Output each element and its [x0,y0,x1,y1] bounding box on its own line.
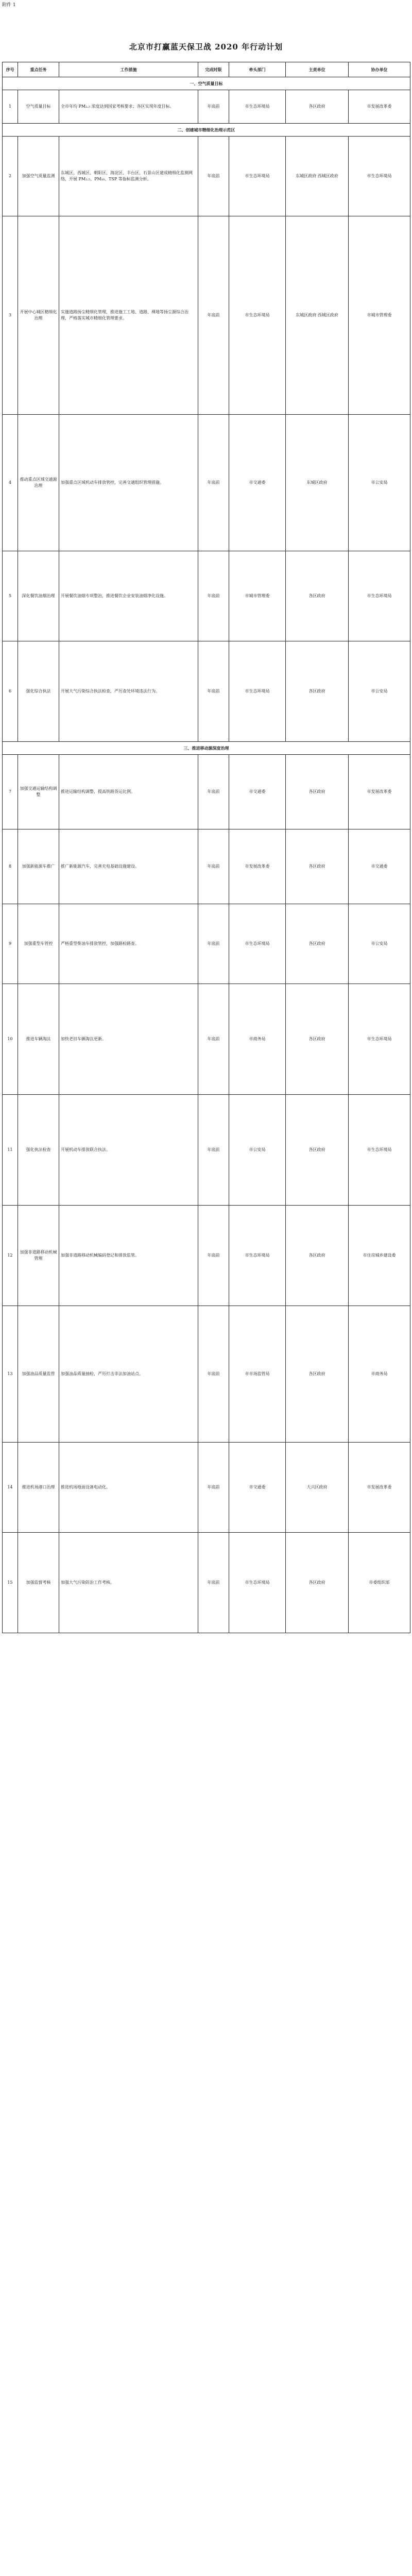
header-no: 序号 [3,62,18,77]
row-deadline: 年底前 [198,137,229,216]
row-no: 4 [3,415,18,551]
row-measures: 推进运输结构调整，提高铁路货运比例。 [59,755,198,829]
row-measures: 全市年均 PM₂.₅ 浓度达到国家考核要求；各区实现年度目标。 [59,90,198,124]
row-task: 推动重点区域交通源治理 [18,415,59,551]
header-assist: 协办单位 [349,62,410,77]
row-no: 12 [3,1206,18,1306]
row-main: 各区政府 [286,1206,349,1306]
row-assist: 市公安局 [349,904,410,984]
row-main: 各区政府 [286,1306,349,1443]
row-main: 东城区政府 [286,415,349,551]
row-measures: 开展餐饮油烟专项整治，推进餐饮企业安装油烟净化设施。 [59,551,198,641]
row-assist: 市发展改革委 [349,1443,410,1533]
row-no: 11 [3,1095,18,1206]
row-deadline: 年底前 [198,90,229,124]
row-assist: 市公安局 [349,415,410,551]
row-no: 10 [3,984,18,1095]
row-no: 15 [3,1533,18,1633]
row-deadline: 年底前 [198,551,229,641]
row-assist: 市城市管理委 [349,216,410,415]
row-no: 14 [3,1443,18,1533]
row-lead: 市交通委 [229,1443,286,1533]
action-plan-table [2,62,410,1633]
row-assist: 市生态环境局 [349,1095,410,1206]
row-deadline: 年底前 [198,1306,229,1443]
section-row [3,77,410,90]
table-row [3,415,410,551]
table-row [3,984,410,1095]
row-task: 加强空气质量监测 [18,137,59,216]
header-measures: 工作措施 [59,62,198,77]
section-title: 一、空气质量目标 [3,77,410,90]
row-no: 9 [3,904,18,984]
row-deadline: 年底前 [198,1533,229,1633]
row-main: 各区政府 [286,551,349,641]
header-task: 重点任务 [18,62,59,77]
row-measures: 东城区、西城区、朝阳区、海淀区、丰台区、石景山区建成精细化监测网络，开展 PM₂.₅、PM₁₀、TSP 等指标监测分析。 [59,137,198,216]
section-row [3,124,410,137]
row-no: 2 [3,137,18,216]
row-measures: 实施道路扬尘精细化管理，推进施工工地、道路、裸地等扬尘源综合治理，严格落实城市精细化管理要求。 [59,216,198,415]
row-task: 推进车辆淘汰 [18,984,59,1095]
table-row [3,1306,410,1443]
table-row [3,641,410,742]
table-row [3,755,410,829]
table-row [3,216,410,415]
row-task: 强化综合执法 [18,641,59,742]
table-row [3,90,410,124]
row-lead: 市发展改革委 [229,829,286,904]
row-task: 加强交通运输结构调整 [18,755,59,829]
row-task: 加强非道路移动机械管理 [18,1206,59,1306]
row-lead: 市生态环境局 [229,137,286,216]
table-header-row [3,62,410,77]
row-measures: 开展机动车排放联合执法。 [59,1095,198,1206]
row-main: 各区政府 [286,829,349,904]
row-deadline: 年底前 [198,904,229,984]
row-lead: 市生态环境局 [229,641,286,742]
row-lead: 市市场监管局 [229,1306,286,1443]
row-main: 大兴区政府 [286,1443,349,1533]
row-lead: 市生态环境局 [229,216,286,415]
row-task: 深化餐饮油烟治理 [18,551,59,641]
row-lead: 市生态环境局 [229,90,286,124]
row-assist: 市生态环境局 [349,137,410,216]
row-main: 各区政府 [286,755,349,829]
document-title: 北京市打赢蓝天保卫战 2020 年行动计划 [129,42,283,52]
row-measures: 推进机场地面设备电动化。 [59,1443,198,1533]
row-lead: 市生态环境局 [229,904,286,984]
row-deadline: 年底前 [198,216,229,415]
row-assist: 市委组织部 [349,1533,410,1633]
row-measures: 加强非道路移动机械编码登记和排放监管。 [59,1206,198,1306]
row-lead: 市商务局 [229,984,286,1095]
row-task: 强化执法检查 [18,1095,59,1206]
header-lead: 牵头部门 [229,62,286,77]
table-row [3,137,410,216]
row-no: 1 [3,90,18,124]
row-lead: 市生态环境局 [229,1533,286,1633]
row-task: 空气质量目标 [18,90,59,124]
attachment-label: 附件 1 [2,3,16,8]
header-main: 主责单位 [286,62,349,77]
row-assist: 市交通委 [349,829,410,904]
row-lead: 市交通委 [229,415,286,551]
row-assist: 市商务局 [349,1306,410,1443]
row-assist: 市生态环境局 [349,551,410,641]
row-no: 8 [3,829,18,904]
table-row [3,551,410,641]
row-measures: 严格重型柴油车排放管控，加强路检路查。 [59,904,198,984]
row-assist: 市发展改革委 [349,90,410,124]
row-main: 各区政府 [286,90,349,124]
row-task: 加强重型车管控 [18,904,59,984]
row-lead: 市城市管理委 [229,551,286,641]
row-deadline: 年底前 [198,1206,229,1306]
row-task: 加强新能源车推广 [18,829,59,904]
section-title: 二、创建城市精细化治理示范区 [3,124,410,137]
table-row [3,1533,410,1633]
row-measures: 推广新能源汽车，完善充电基础设施建设。 [59,829,198,904]
row-deadline: 年底前 [198,755,229,829]
row-measures: 加强大气污染防治工作考核。 [59,1533,198,1633]
row-main: 东城区政府 西城区政府 [286,216,349,415]
row-deadline: 年底前 [198,829,229,904]
row-lead: 市交通委 [229,755,286,829]
row-main: 各区政府 [286,984,349,1095]
row-main: 各区政府 [286,641,349,742]
row-task: 推进机场港口治理 [18,1443,59,1533]
row-no: 7 [3,755,18,829]
row-main: 各区政府 [286,1095,349,1206]
row-task: 加强油品质量监管 [18,1306,59,1443]
row-measures: 加强重点区域机动车排放管控，完善交通组织管理措施。 [59,415,198,551]
row-assist: 市发展改革委 [349,755,410,829]
row-task: 加强监督考核 [18,1533,59,1633]
row-main: 各区政府 [286,904,349,984]
header-deadline: 完成时限 [198,62,229,77]
row-no: 3 [3,216,18,415]
row-main: 东城区政府 西城区政府 [286,137,349,216]
row-deadline: 年底前 [198,641,229,742]
row-no: 13 [3,1306,18,1443]
row-deadline: 年底前 [198,1095,229,1206]
table-row [3,904,410,984]
row-deadline: 年底前 [198,415,229,551]
row-deadline: 年底前 [198,984,229,1095]
section-title: 三、推进移动源深度治理 [3,742,410,755]
row-assist: 市生态环境局 [349,984,410,1095]
row-measures: 加快老旧车辆淘汰更新。 [59,984,198,1095]
row-deadline: 年底前 [198,1443,229,1533]
row-no: 6 [3,641,18,742]
table-row [3,1206,410,1306]
row-measures: 开展大气污染综合执法检查，严厉查处环境违法行为。 [59,641,198,742]
section-row [3,742,410,755]
table-row [3,1095,410,1206]
row-assist: 市公安局 [349,641,410,742]
row-lead: 市生态环境局 [229,1206,286,1306]
row-task: 开展中心城区精细化治理 [18,216,59,415]
table-row [3,1443,410,1533]
row-no: 5 [3,551,18,641]
table-row [3,829,410,904]
row-lead: 市公安局 [229,1095,286,1206]
row-main: 各区政府 [286,1533,349,1633]
row-assist: 市住房城乡建设委 [349,1206,410,1306]
row-measures: 加强油品质量抽检，严厉打击非法加油站点。 [59,1306,198,1443]
